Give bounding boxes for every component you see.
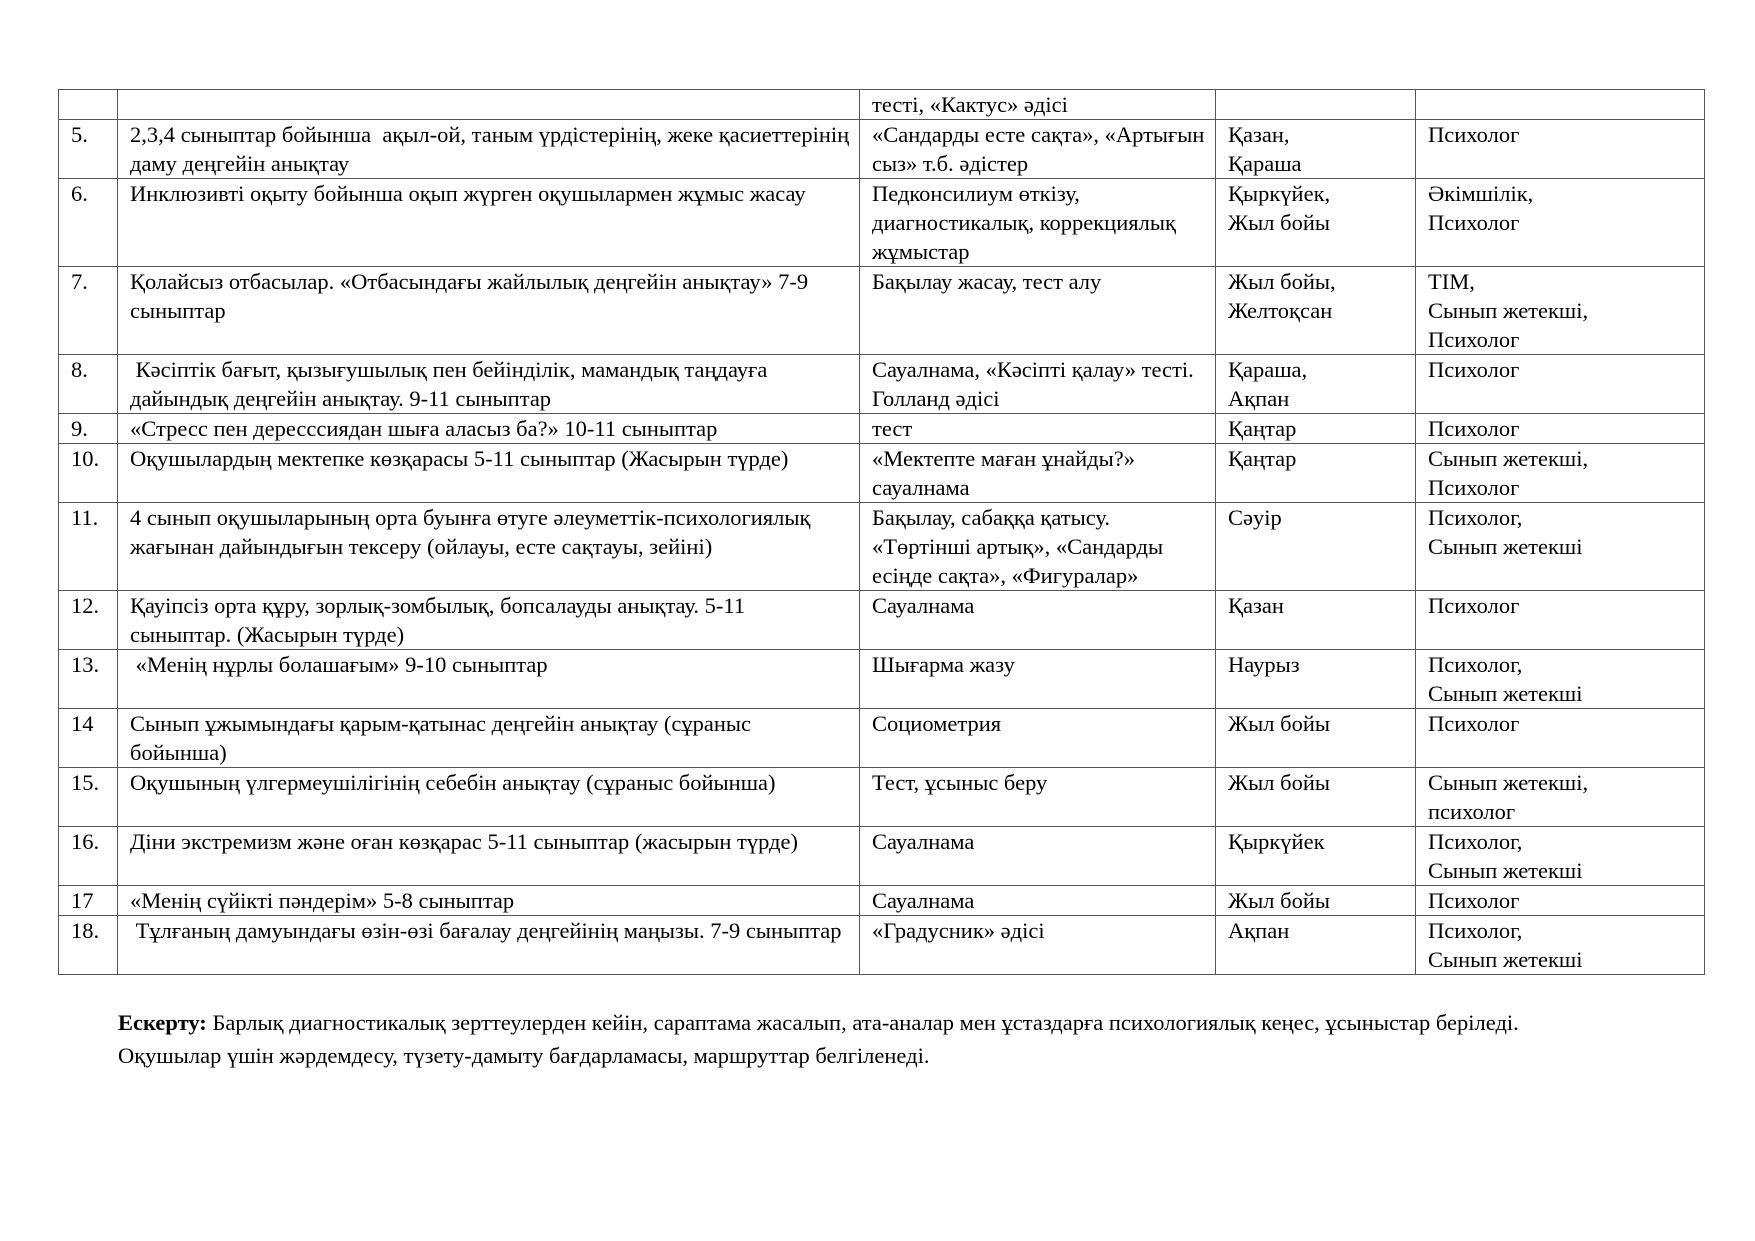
row-number-cell: 6.	[59, 179, 118, 267]
task-cell: Қауіпсіз орта құру, зорлық-зомбылық, бопсалауды анықтау. 5-11 сыныптар. (Жасырын түрде)	[118, 591, 860, 650]
method-cell: Бақылау жасау, тест алу	[860, 267, 1216, 355]
time-cell: Қыркүйек	[1216, 827, 1416, 886]
method-cell: Педконсилиум өткізу, диагностикалық, коррекциялық жұмыстар	[860, 179, 1216, 267]
table-row	[59, 709, 1705, 768]
time-cell: Қаңтар	[1216, 444, 1416, 503]
row-number-cell: 14	[59, 709, 118, 768]
row-number-cell: 5.	[59, 120, 118, 179]
task-cell: «Стресс пен дересссиядан шыға аласыз ба?» 10-11 сыныптар	[118, 414, 860, 444]
responsible-cell: Психолог	[1416, 355, 1705, 414]
task-cell: 4 сынып оқушыларының орта буынға өтуге әлеуметтік-психологиялық жағынан дайындығын тексеру (ойлауы, есте сақтауы, зейіні)	[118, 503, 860, 591]
task-cell: Қолайсыз отбасылар. «Отбасындағы жайлылық деңгейін анықтау» 7-9 сыныптар	[118, 267, 860, 355]
table-row	[59, 768, 1705, 827]
task-cell	[118, 90, 860, 120]
responsible-cell: Психолог, Сынып жетекші	[1416, 503, 1705, 591]
table-row	[59, 827, 1705, 886]
responsible-cell: Сынып жетекші, Психолог	[1416, 444, 1705, 503]
table-row	[59, 179, 1705, 267]
row-number-cell: 18.	[59, 916, 118, 975]
task-cell: Оқушының үлгермеушілігінің себебін анықтау (сұраныс бойынша)	[118, 768, 860, 827]
table-row	[59, 916, 1705, 975]
task-cell: 2,3,4 сыныптар бойынша ақыл-ой, таным үрдістерінің, жеке қасиеттерінің даму деңгейін анықтау	[118, 120, 860, 179]
method-cell: тест	[860, 414, 1216, 444]
method-cell: «Градусник» әдісі	[860, 916, 1216, 975]
row-number-cell: 16.	[59, 827, 118, 886]
row-number-cell	[59, 90, 118, 120]
responsible-cell: Психолог	[1416, 414, 1705, 444]
method-cell: «Мектепте маған ұнайды?» сауалнама	[860, 444, 1216, 503]
responsible-cell: Психолог, Сынып жетекші	[1416, 827, 1705, 886]
row-number-cell: 15.	[59, 768, 118, 827]
task-cell: «Менің нұрлы болашағым» 9-10 сыныптар	[118, 650, 860, 709]
row-number-cell: 8.	[59, 355, 118, 414]
method-cell: «Сандарды есте сақта», «Артығын сыз» т.б. әдістер	[860, 120, 1216, 179]
task-cell: Сынып ұжымындағы қарым-қатынас деңгейін анықтау (сұраныс бойынша)	[118, 709, 860, 768]
method-cell: Сауалнама	[860, 591, 1216, 650]
responsible-cell: Психолог, Сынып жетекші	[1416, 916, 1705, 975]
time-cell	[1216, 90, 1416, 120]
row-number-cell: 9.	[59, 414, 118, 444]
method-cell: Бақылау, сабаққа қатысу. «Төртінші артық», «Сандарды есіңде сақта», «Фигуралар»	[860, 503, 1216, 591]
row-number-cell: 17	[59, 886, 118, 916]
task-cell: Тұлғаның дамуындағы өзін-өзі бағалау деңгейінің маңызы. 7-9 сыныптар	[118, 916, 860, 975]
row-number-cell: 10.	[59, 444, 118, 503]
time-cell: Наурыз	[1216, 650, 1416, 709]
table-row	[59, 591, 1705, 650]
table-row	[59, 90, 1705, 120]
table-row	[59, 503, 1705, 591]
task-cell: Діни экстремизм және оған көзқарас 5-11 сыныптар (жасырын түрде)	[118, 827, 860, 886]
responsible-cell: Психолог, Сынып жетекші	[1416, 650, 1705, 709]
table-row	[59, 414, 1705, 444]
diagnostics-plan-table	[58, 89, 1705, 975]
responsible-cell: Психолог	[1416, 709, 1705, 768]
time-cell: Ақпан	[1216, 916, 1416, 975]
method-cell: тесті, «Кактус» әдісі	[860, 90, 1216, 120]
table-row	[59, 444, 1705, 503]
responsible-cell: Психолог	[1416, 591, 1705, 650]
task-cell: Кәсіптік бағыт, қызығушылық пен бейінділік, мамандық таңдауға дайындық деңгейін анықтау. 9-11 сыныптар	[118, 355, 860, 414]
table-row	[59, 120, 1705, 179]
note-label: Ескерту:	[118, 1010, 207, 1035]
time-cell: Қазан	[1216, 591, 1416, 650]
table-row	[59, 267, 1705, 355]
time-cell: Сәуір	[1216, 503, 1416, 591]
time-cell: Қазан, Қараша	[1216, 120, 1416, 179]
time-cell: Жыл бойы	[1216, 768, 1416, 827]
task-cell: «Менің сүйікті пәндерім» 5-8 сыныптар	[118, 886, 860, 916]
row-number-cell: 12.	[59, 591, 118, 650]
responsible-cell: ТІМ, Сынып жетекші, Психолог	[1416, 267, 1705, 355]
method-cell: Шығарма жазу	[860, 650, 1216, 709]
task-cell: Инклюзивті оқыту бойынша оқып жүрген оқушылармен жұмыс жасау	[118, 179, 860, 267]
method-cell: Сауалнама	[860, 827, 1216, 886]
table-body	[59, 90, 1705, 975]
method-cell: Сауалнама, «Кәсіпті қалау» тесті. Голланд әдісі	[860, 355, 1216, 414]
row-number-cell: 7.	[59, 267, 118, 355]
table-row	[59, 650, 1705, 709]
time-cell: Қаңтар	[1216, 414, 1416, 444]
table-row	[59, 886, 1705, 916]
responsible-cell	[1416, 90, 1705, 120]
responsible-cell: Психолог	[1416, 120, 1705, 179]
method-cell: Сауалнама	[860, 886, 1216, 916]
time-cell: Жыл бойы	[1216, 709, 1416, 768]
time-cell: Жыл бойы, Желтоқсан	[1216, 267, 1416, 355]
responsible-cell: Психолог	[1416, 886, 1705, 916]
table-row	[59, 355, 1705, 414]
task-cell: Оқушылардың мектепке көзқарасы 5-11 сыныптар (Жасырын түрде)	[118, 444, 860, 503]
responsible-cell: Әкімшілік, Психолог	[1416, 179, 1705, 267]
responsible-cell: Сынып жетекші, психолог	[1416, 768, 1705, 827]
time-cell: Жыл бойы	[1216, 886, 1416, 916]
method-cell: Тест, ұсыныс беру	[860, 768, 1216, 827]
row-number-cell: 13.	[59, 650, 118, 709]
method-cell: Социометрия	[860, 709, 1216, 768]
row-number-cell: 11.	[59, 503, 118, 591]
note-text: Барлық диагностикалық зерттеулерден кейін, сараптама жасалып, ата-аналар мен ұстаздарға психологиялық кеңес, ұсыныстар беріледі. Оқушылар үшін жәрдемдесу, түзету-дамыту бағдарламасы, маршруттар белгіленеді.	[118, 1010, 1519, 1068]
footnote	[118, 1006, 1618, 1072]
time-cell: Қараша, Ақпан	[1216, 355, 1416, 414]
time-cell: Қыркүйек, Жыл бойы	[1216, 179, 1416, 267]
